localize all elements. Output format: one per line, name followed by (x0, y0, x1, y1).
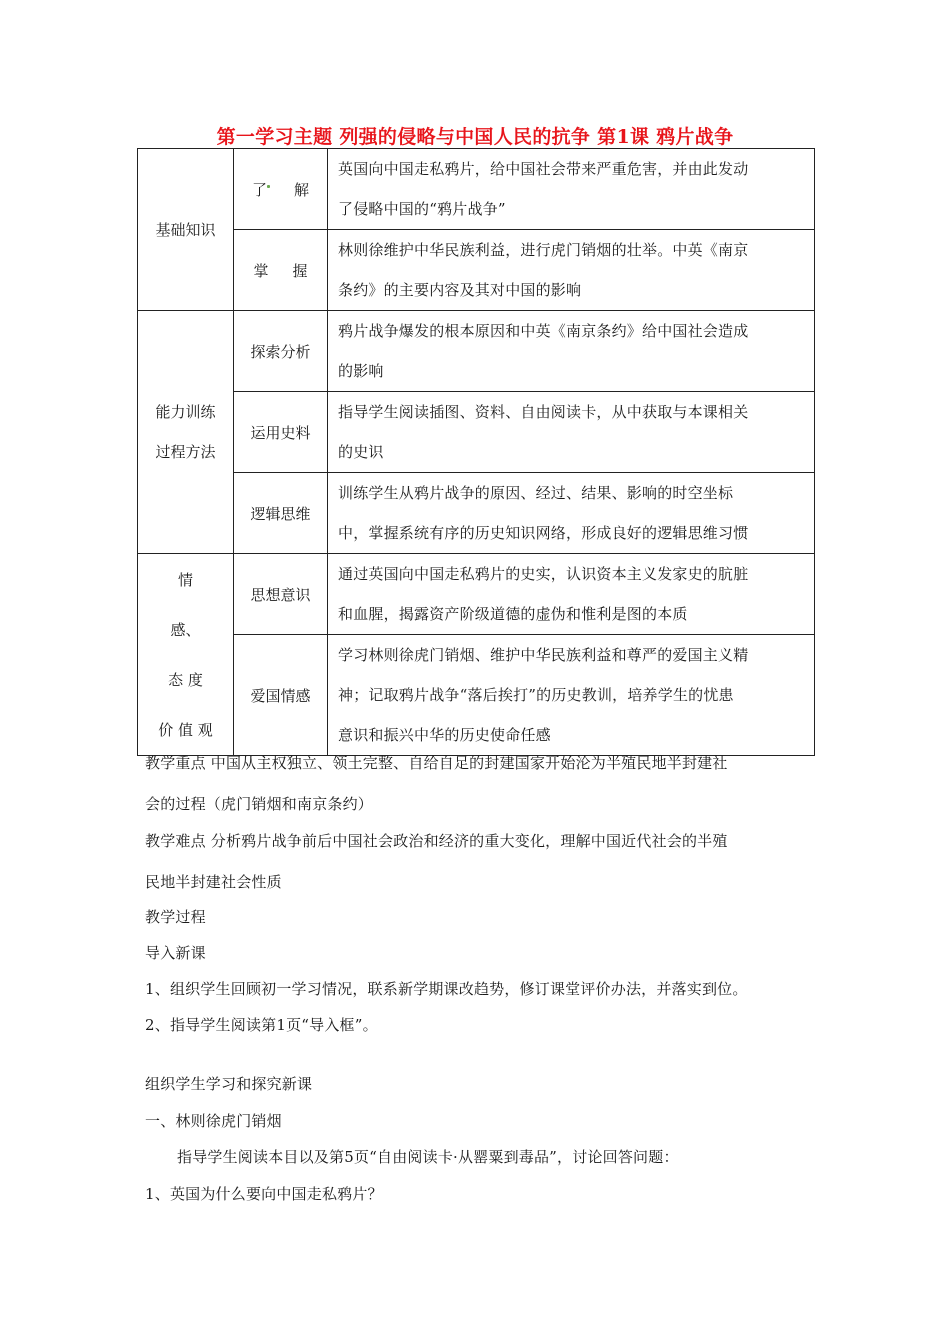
document-title: 第一学习主题 列强的侵略与中国人民的抗争 第1课 鸦片战争 (216, 126, 734, 148)
step-item: 2、指导学生阅读第1页“导入框”。 (145, 1016, 378, 1034)
sublabel-cell (234, 554, 328, 635)
description-line: 学习林则徐虎门销烟、维护中华民族利益和尊严的爱国主义精 (338, 646, 749, 664)
section-instruction: 指导学生阅读本目以及第5页“自由阅读卡·从罂粟到毒品”，讨论回答问题： (177, 1148, 679, 1166)
description-line: 神；记取鸦片战争“落后挨打”的历史教训，培养学生的忧患 (338, 686, 734, 704)
sublabel-ideology: 思想意识 (250, 585, 311, 604)
category-label: 态 度 (168, 670, 203, 689)
description-cell (328, 149, 815, 230)
description-line: 条约》的主要内容及其对中国的影响 (338, 281, 582, 299)
description-cell (328, 554, 815, 635)
description-line: 中，掌握系统有序的历史知识网络，形成良好的逻辑思维习惯 (338, 524, 749, 542)
intro-heading: 导入新课 (145, 944, 206, 962)
description-line: 鸦片战争爆发的根本原因和中英《南京条约》给中国社会造成 (338, 322, 749, 340)
key-point-line: 会的过程（虎门销烟和南京条约） (145, 795, 374, 813)
step-item: 1、组织学生回顾初一学习情况，联系新学期课改趋势，修订课堂评价办法，并落实到位。 (145, 980, 748, 998)
description-line: 训练学生从鸦片战争的原因、经过、结果、影响的时空坐标 (338, 484, 734, 502)
section-heading: 一、林则徐虎门销烟 (145, 1112, 282, 1130)
description-cell (328, 392, 815, 473)
description-line: 意识和振兴中华的历史使命任感 (338, 726, 551, 744)
objectives-table (137, 148, 815, 756)
sublabel-cell (234, 473, 328, 554)
description-line: 通过英国向中国走私鸦片的史实，认识资本主义发家史的肮脏 (338, 565, 749, 583)
objective-row (138, 149, 815, 230)
objective-row (138, 392, 815, 473)
description-line: 英国向中国走私鸦片，给中国社会带来严重危害，并由此发动 (338, 160, 749, 178)
sublabel-master: 掌 握 (253, 261, 308, 280)
objective-row (138, 635, 815, 756)
key-point-line: 教学重点 中国从主权独立、领土完整、自给自足的封建国家开始沦为半殖民地半封建社 (145, 754, 728, 772)
new-lesson-heading: 组织学生学习和探究新课 (145, 1075, 313, 1093)
sublabel-patriotism: 爱国情感 (250, 686, 311, 705)
category-ability (138, 311, 234, 554)
category-label: 能力训练 (155, 403, 216, 421)
category-label: 过程方法 (155, 443, 216, 461)
category-label: 感、 (170, 620, 201, 639)
description-line: 的史识 (338, 443, 384, 461)
sublabel-sources: 运用史料 (250, 423, 311, 442)
description-line: 和血腥，揭露资产阶级道德的虚伪和惟利是图的本质 (338, 605, 688, 623)
sublabel-cell (234, 392, 328, 473)
sublabel-cell (234, 149, 328, 230)
objective-row (138, 473, 815, 554)
category-label: 基础知识 (155, 220, 216, 239)
description-line: 的影响 (338, 362, 384, 380)
category-label: 情 (177, 570, 193, 589)
description-line: 指导学生阅读插图、资料、自由阅读卡，从中获取与本课相关 (338, 403, 749, 421)
sublabel-cell (234, 635, 328, 756)
process-heading: 教学过程 (145, 908, 206, 926)
description-line: 了侵略中国的“鸦片战争” (338, 200, 506, 218)
objective-row (138, 554, 815, 635)
category-label: 价 值 观 (158, 720, 213, 739)
description-cell (328, 635, 815, 756)
sublabel-logic: 逻辑思维 (250, 504, 311, 523)
sublabel-understand: 了 解 (251, 180, 310, 199)
objective-row (138, 311, 815, 392)
description-line: 林则徐维护中华民族利益，进行虎门销烟的壮举。中英《南京 (338, 241, 749, 259)
category-basic (138, 149, 234, 311)
sublabel-cell (234, 311, 328, 392)
description-cell (328, 230, 815, 311)
description-cell (328, 311, 815, 392)
category-emotion (138, 554, 234, 756)
question-item: 1、英国为什么要向中国走私鸦片？ (145, 1185, 383, 1203)
difficulty-line: 教学难点 分析鸦片战争前后中国社会政治和经济的重大变化，理解中国近代社会的半殖 (145, 832, 728, 850)
description-cell (328, 473, 815, 554)
sublabel-explore: 探索分析 (250, 342, 311, 361)
marker-dot (267, 185, 270, 188)
difficulty-line: 民地半封建社会性质 (145, 873, 282, 891)
objective-row (138, 230, 815, 311)
sublabel-cell (234, 230, 328, 311)
